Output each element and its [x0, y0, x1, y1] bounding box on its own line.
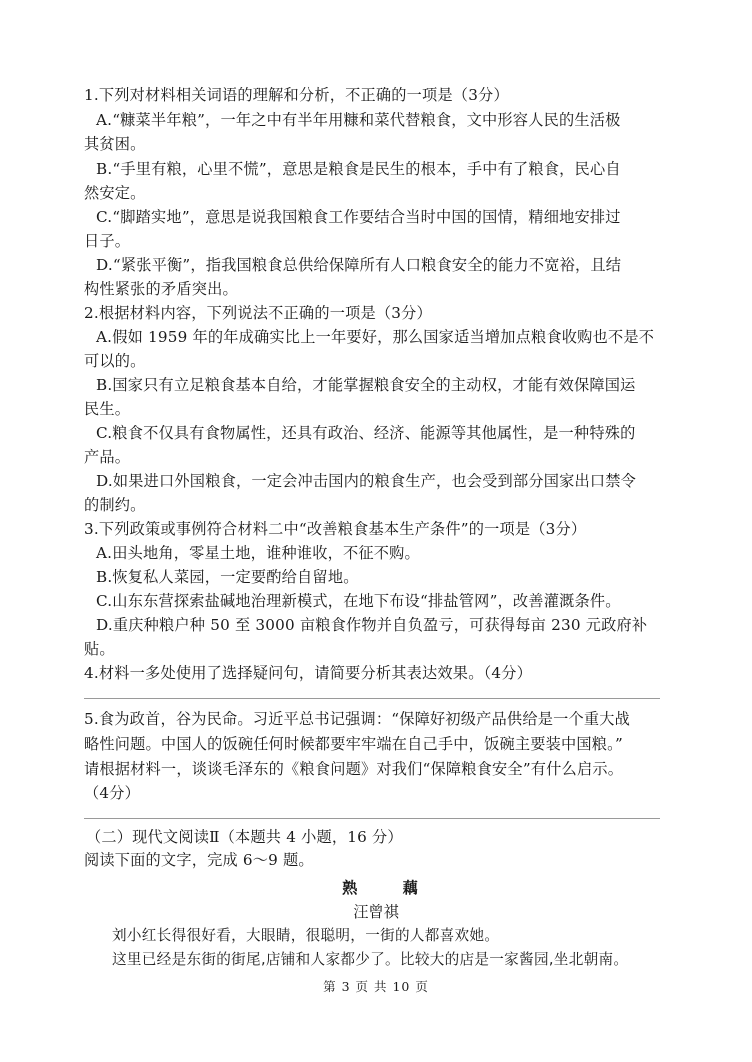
page-footer: 第 3 页 共 10 页	[323, 979, 429, 994]
q2-option-d-cont: 的制约。	[84, 496, 146, 514]
q2-option-b: B.国家只有立足粮食基本自给，才能掌握粮食安全的主动权，才能有效保障国运	[96, 376, 636, 394]
q2-option-d: D.如果进口外国粮食，一定会冲击国内的粮食生产，也会受到部分国家出口禁令	[96, 472, 637, 490]
q1-option-c-cont: 日子。	[84, 232, 131, 250]
q2-option-a-cont: 可以的。	[84, 352, 146, 370]
q1-option-d: D.“紧张平衡”，指我国粮食总供给保障所有人口粮食安全的能力不宽裕，且结	[96, 256, 622, 274]
q1-stem: 1.下列对材料相关词语的理解和分析，不正确的一项是（3分）	[84, 86, 509, 104]
answer-line-q5	[84, 818, 660, 819]
q3-option-b: B.恢复私人菜园，一定要酌给自留地。	[96, 568, 359, 586]
q5-line-4: （4分）	[84, 784, 141, 802]
q5-line-2: 略性问题。中国人的饭碗任何时候都要牢牢端在自己手中，饭碗主要装中国粮。”	[84, 735, 623, 753]
story-paragraph-2: 这里已经是东街的街尾,店铺和人家都少了。比较大的店是一家酱园,坐北朝南。	[112, 951, 629, 968]
q2-option-b-cont: 民生。	[84, 400, 131, 418]
q1-option-a: A.“糠菜半年粮”，一年之中有半年用糠和菜代替粮食，文中形容人民的生活极	[96, 111, 621, 129]
q3-option-d-cont: 贴。	[84, 640, 115, 658]
q2-option-c: C.粮食不仅具有食物属性，还具有政治、经济、能源等其他属性，是一种特殊的	[96, 424, 636, 442]
story-author: 汪曾祺	[353, 903, 399, 921]
q3-option-c: C.山东东营探索盐碱地治理新模式，在地下布设“排盐管网”，改善灌溉条件。	[96, 592, 621, 610]
q5-line-1: 5.食为政首，谷为民命。习近平总书记强调：“保障好初级产品供给是一个重大战	[84, 710, 631, 728]
q1-option-a-cont: 其贫困。	[84, 135, 146, 153]
answer-line-q4	[84, 698, 660, 699]
q2-option-a: A.假如 1959 年的年成确实比上一年要好，那么国家适当增加点粮食收购也不是不	[96, 328, 655, 346]
q2-option-c-cont: 产品。	[84, 448, 131, 466]
q2-stem: 2.根据材料内容，下列说法不正确的一项是（3分）	[84, 304, 432, 322]
story-title: 熟 藕	[342, 879, 438, 897]
q1-option-d-cont: 构性紧张的矛盾突出。	[84, 280, 238, 298]
q1-option-b-cont: 然安定。	[84, 184, 146, 202]
story-paragraph-1: 刘小红长得很好看，大眼睛，很聪明，一街的人都喜欢她。	[112, 927, 500, 944]
section-instruction: 阅读下面的文字，完成 6～9 题。	[84, 851, 314, 869]
q4-stem: 4.材料一多处使用了选择疑问句，请简要分析其表达效果。（4分）	[84, 664, 533, 682]
section-heading: （二）现代文阅读Ⅱ（本题共 4 小题，16 分）	[86, 828, 403, 846]
q5-line-3: 请根据材料一，谈谈毛泽东的《粮食问题》对我们“保障粮食安全”有什么启示。	[84, 760, 624, 778]
q3-option-a: A.田头地角，零星土地，谁种谁收，不征不购。	[96, 544, 420, 562]
q1-option-b: B.“手里有粮，心里不慌”，意思是粮食是民生的根本，手中有了粮食，民心自	[96, 160, 621, 178]
q3-option-d: D.重庆种粮户种 50 至 3000 亩粮食作物并自负盈亏，可获得每亩 230 元政府补	[96, 616, 648, 634]
q1-option-c: C.“脚踏实地”，意思是说我国粮食工作要结合当时中国的国情，精细地安排过	[96, 208, 621, 226]
q3-stem: 3.下列政策或事例符合材料二中“改善粮食基本生产条件”的一项是（3分）	[84, 520, 587, 538]
